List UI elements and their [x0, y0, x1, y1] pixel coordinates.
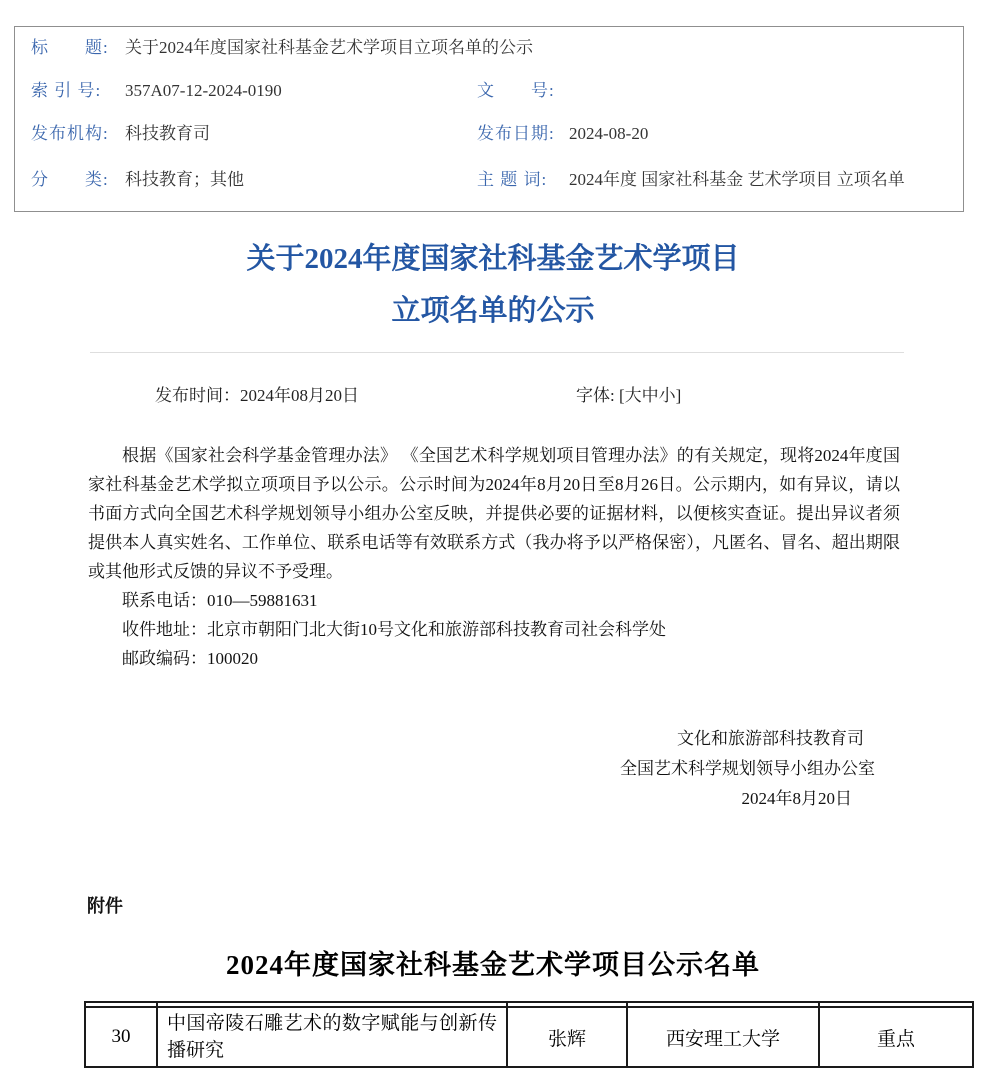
publish-time: [155, 381, 359, 406]
attachment-table-title: 2024年度国家社科基金艺术学项目公示名单: [226, 950, 760, 980]
attachment-label: 附件: [87, 896, 123, 916]
font-size-control: [576, 381, 681, 406]
meta-subject-value: 2024年度 国家社科基金 艺术学项目 立项名单: [569, 170, 905, 189]
meta-row-category: [15, 169, 963, 191]
article-title-line1: 关于2024年度国家社科基金艺术学项目: [246, 243, 740, 275]
document-meta-box: [14, 26, 964, 212]
project-list-table: [84, 1001, 974, 1068]
meta-pubdate-label: 发布日期:: [477, 124, 555, 143]
contact-zip-line: 邮政编码：100020: [122, 649, 258, 668]
meta-pubdate-value: 2024-08-20: [569, 124, 649, 143]
contact-address-line: 收件地址：北京市朝阳门北大街10号文化和旅游部科技教育司社会科学处: [122, 620, 666, 639]
meta-title-label: 标 题:: [31, 38, 109, 57]
cell-project-title: 中国帝陵石雕艺术的数字赋能与创新传播研究: [157, 1007, 507, 1067]
article-paragraph: 根据《国家社会科学基金管理办法》 《全国艺术科学规划项目管理办法》的有关规定，现将2024年度国家社科基金艺术学拟立项项目予以公示。公示时间为2024年8月20日至8月26日。公示期内，如有异议，请以书面方式向全国艺术科学规划领导小组办公室反映，并提供必要的证据材料，以便核实查证。提出异议者须提供本人真实姓名、工作单位、联系电话等有效联系方式（我办将予以严格保密），凡匿名、冒名、超出期限或其他形式反馈的异议不予受理。: [88, 446, 900, 581]
signature-block: [620, 724, 875, 814]
title-divider: [90, 352, 904, 353]
meta-subject-label: 主 题 词:: [477, 170, 548, 189]
meta-agency-value: 科技教育司: [125, 124, 210, 143]
meta-category-label: 分 类:: [31, 170, 109, 189]
publish-time-label: 发布时间：: [155, 386, 240, 405]
cell-project-category: 重点: [819, 1007, 973, 1067]
article-title: [0, 233, 986, 337]
publish-info-row: [0, 381, 986, 403]
meta-agency-label: 发布机构:: [31, 124, 109, 143]
meta-row-title: [15, 37, 963, 59]
signature-date: 2024年8月20日: [741, 789, 852, 808]
cell-leader-name: 张辉: [507, 1007, 627, 1067]
cell-organization: 西安理工大学: [627, 1007, 819, 1067]
meta-category-value: 科技教育；其他: [125, 170, 244, 189]
table-row: [85, 1007, 973, 1067]
cell-serial-number: 30: [85, 1007, 157, 1067]
article-body: [88, 441, 900, 673]
publish-time-value: 2024年08月20日: [240, 386, 359, 405]
meta-row-agency: [15, 123, 963, 145]
article-title-line2: 立项名单的公示: [391, 295, 595, 327]
meta-index-value: 357A07-12-2024-0190: [125, 81, 282, 100]
meta-index-label: 索 引 号:: [31, 81, 102, 100]
meta-row-index: [15, 80, 963, 102]
contact-phone-line: 联系电话：010—59881631: [122, 591, 318, 610]
signature-org1: 文化和旅游部科技教育司: [677, 729, 864, 748]
font-size-options[interactable]: [大中小]: [618, 386, 682, 405]
meta-docnum-label: 文 号:: [477, 81, 555, 100]
signature-org2: 全国艺术科学规划领导小组办公室: [620, 759, 875, 778]
meta-title-value: 关于2024年度国家社科基金艺术学项目立项名单的公示: [125, 38, 533, 57]
font-size-label: 字体:: [576, 386, 619, 405]
